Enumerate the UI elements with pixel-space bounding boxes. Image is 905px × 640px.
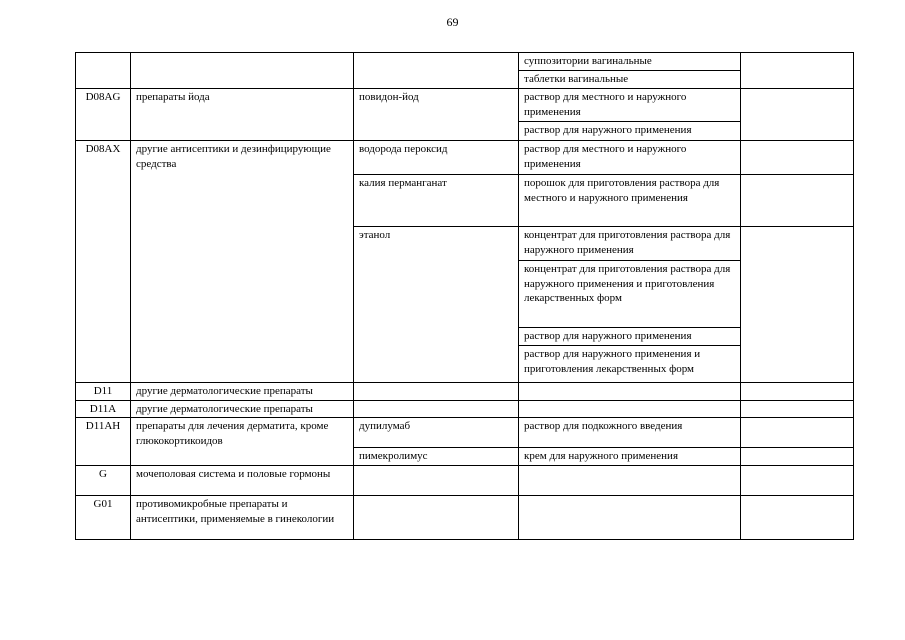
table-cell-drug: калия перманганат — [353, 174, 518, 226]
table-cell-notes — [740, 140, 854, 174]
table-cell-form: таблетки вагинальные — [518, 70, 740, 88]
table-cell-drug: водорода пероксид — [353, 140, 518, 174]
table-cell-drug: этанол — [353, 226, 518, 382]
table-cell-code: D08AX — [75, 140, 130, 382]
table-cell-notes — [740, 465, 854, 495]
table-cell-form: раствор для наружного применения — [518, 327, 740, 345]
table-cell-form: суппозитории вагинальные — [518, 52, 740, 70]
table-cell-group — [130, 52, 353, 88]
table-cell-code — [75, 52, 130, 88]
table-cell-drug — [353, 495, 518, 540]
table-cell-code: D11A — [75, 400, 130, 417]
table-cell-group: другие дерматологические препараты — [130, 400, 353, 417]
table-cell-form — [518, 495, 740, 540]
table-cell-form: раствор для местного и наружного применения — [518, 140, 740, 174]
table-cell-drug: повидон-йод — [353, 88, 518, 140]
table-cell-notes — [740, 88, 854, 140]
table-cell-group: мочеполовая система и половые гормоны — [130, 465, 353, 495]
table-cell-form: раствор для наружного применения и приготовления лекарственных форм — [518, 345, 740, 382]
table-cell-group: другие дерматологические препараты — [130, 382, 353, 400]
table-cell-form: раствор для подкожного введения — [518, 417, 740, 447]
table-cell-drug — [353, 382, 518, 400]
table-cell-form: раствор для местного и наружного применения — [518, 88, 740, 121]
table-cell-group: препараты йода — [130, 88, 353, 140]
table-cell-notes — [740, 52, 854, 88]
table-cell-notes — [740, 447, 854, 465]
drug-table — [75, 52, 854, 540]
table-cell-notes — [740, 417, 854, 447]
table-cell-form: крем для наружного применения — [518, 447, 740, 465]
table-cell-form: порошок для приготовления раствора для местного и наружного применения — [518, 174, 740, 226]
table-cell-form — [518, 382, 740, 400]
table-cell-code: G — [75, 465, 130, 495]
table-cell-form: раствор для наружного применения — [518, 121, 740, 140]
table-cell-code: D08AG — [75, 88, 130, 140]
table-cell-notes — [740, 400, 854, 417]
table-cell-drug: пимекролимус — [353, 447, 518, 465]
table-cell-notes — [740, 495, 854, 540]
table-cell-group: препараты для лечения дерматита, кроме глюкокортикоидов — [130, 417, 353, 465]
table-cell-form: концентрат для приготовления раствора для наружного применения и приготовления лекарственных форм — [518, 260, 740, 327]
table-cell-code: D11 — [75, 382, 130, 400]
table-cell-form — [518, 400, 740, 417]
table-cell-drug — [353, 465, 518, 495]
table-cell-drug — [353, 52, 518, 88]
table-cell-notes — [740, 226, 854, 382]
table-cell-form: концентрат для приготовления раствора для наружного применения — [518, 226, 740, 260]
page-number: 69 — [446, 15, 459, 29]
table-cell-drug: дупилумаб — [353, 417, 518, 447]
table-cell-notes — [740, 382, 854, 400]
table-cell-group: противомикробные препараты и антисептики, применяемые в гинекологии — [130, 495, 353, 540]
table-cell-code: G01 — [75, 495, 130, 540]
table-cell-notes — [740, 174, 854, 226]
table-cell-drug — [353, 400, 518, 417]
table-cell-code: D11AH — [75, 417, 130, 465]
table-cell-form — [518, 465, 740, 495]
table-cell-group: другие антисептики и дезинфицирующие средства — [130, 140, 353, 382]
